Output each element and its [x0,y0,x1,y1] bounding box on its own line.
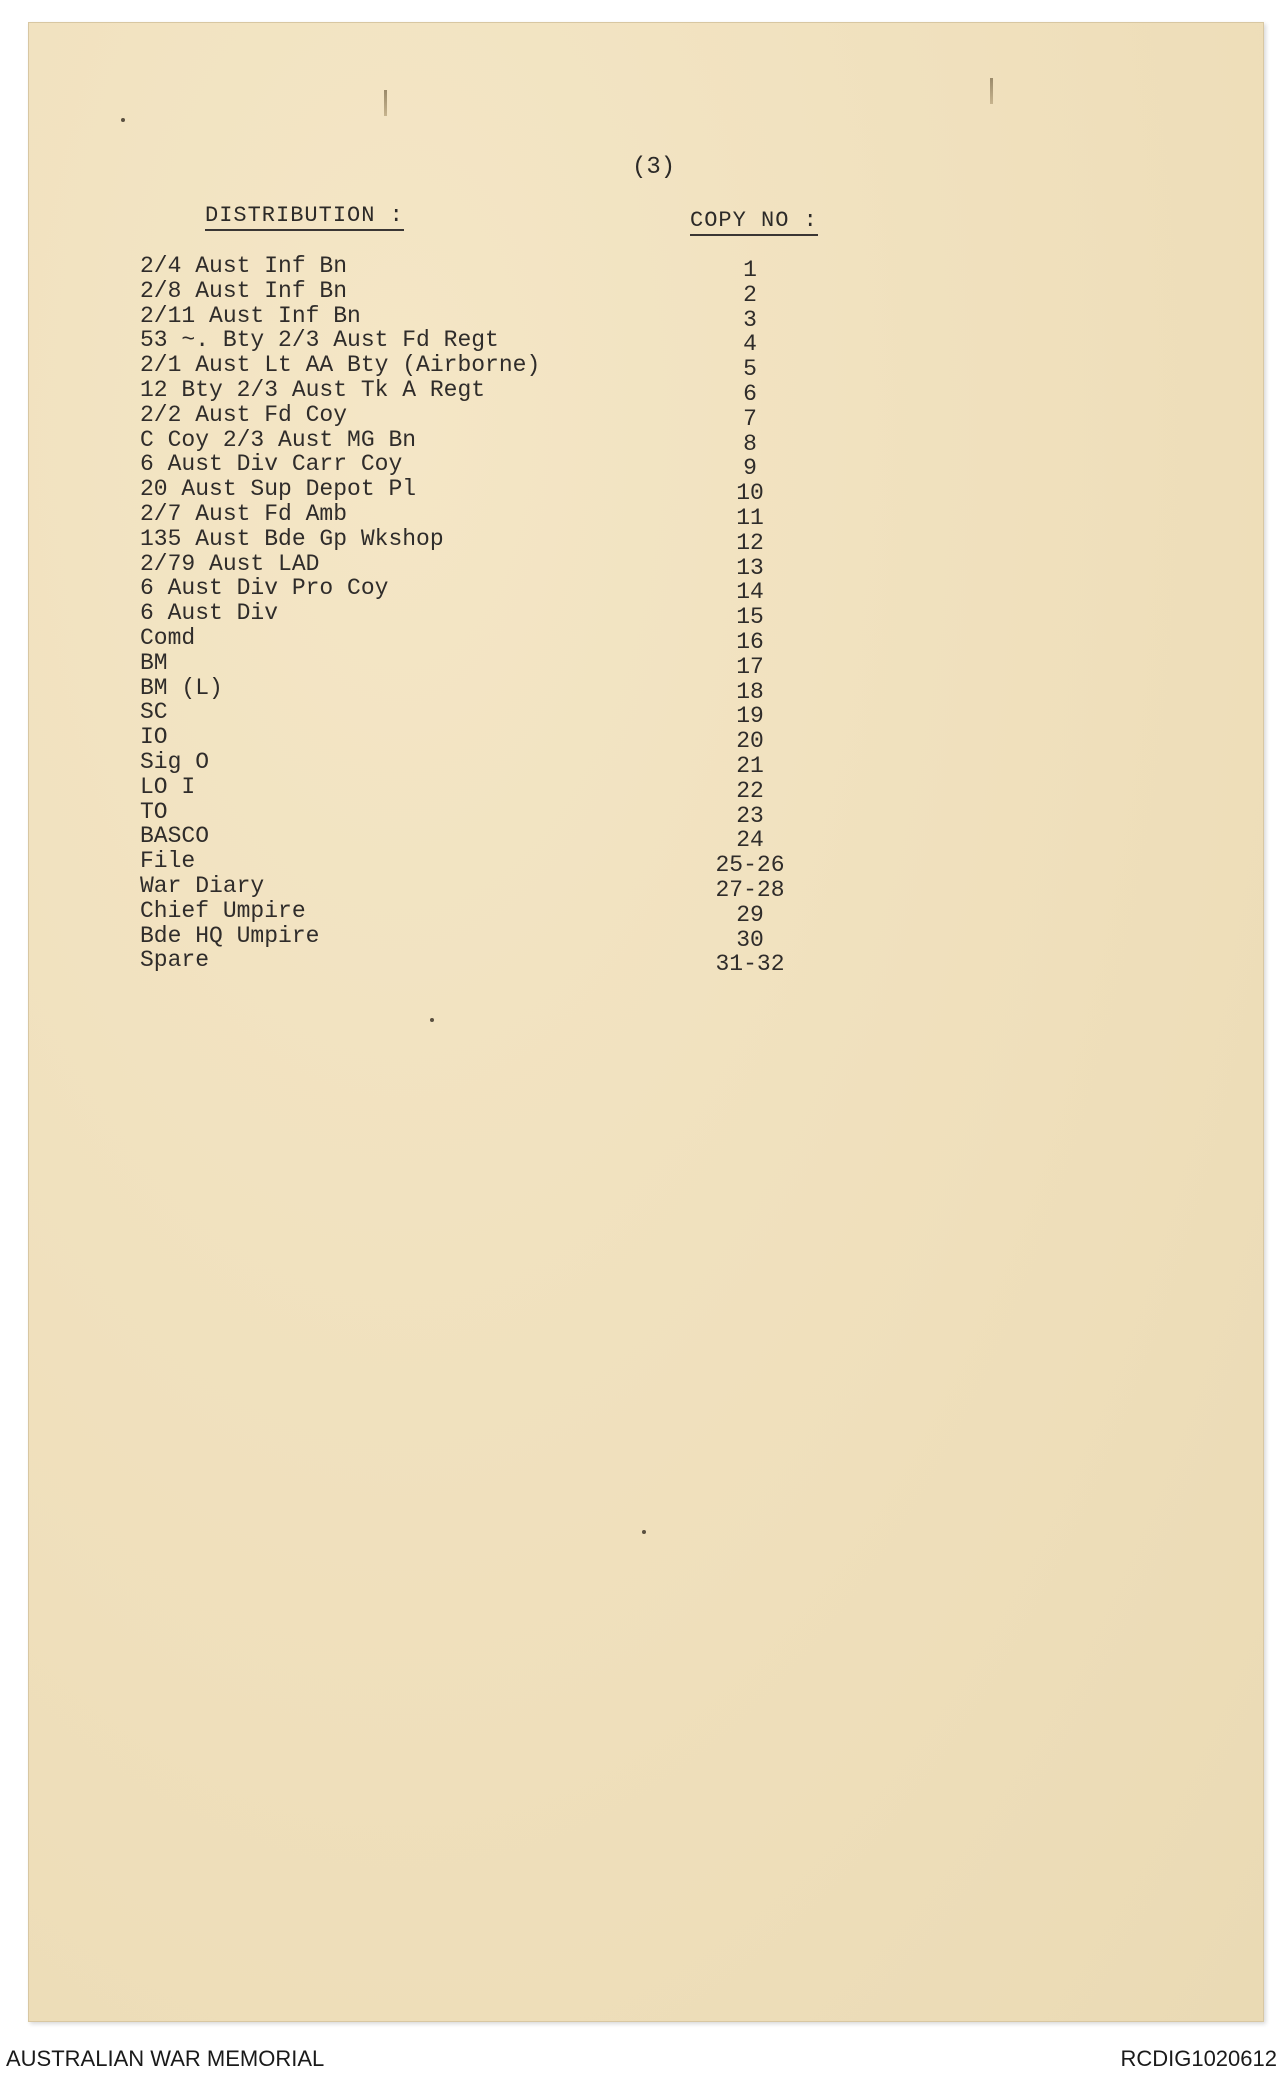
distribution-row [140,426,840,457]
distribution-unit: Bde HQ Umpire [140,922,320,949]
copy-number: 11 [736,504,764,531]
distribution-row [140,302,840,333]
copy-number: 21 [736,752,764,779]
distribution-unit: Chief Umpire [140,897,306,924]
footer-source: AUSTRALIAN WAR MEMORIAL [6,2046,325,2071]
distribution-unit: IO [140,724,168,751]
copy-number: 22 [736,777,764,804]
distribution-heading-text: DISTRIBUTION : [205,203,404,231]
copy-number: 18 [736,678,764,705]
distribution-unit: 6 Aust Div Carr Coy [140,451,403,478]
distribution-row [140,525,840,556]
paper-blemish [121,118,125,122]
distribution-unit: 2/79 Aust LAD [140,550,320,577]
distribution-row [140,922,840,953]
distribution-unit: BASCO [140,823,210,850]
distribution-row [140,699,840,730]
copy-number: 9 [743,455,757,482]
distribution-row [140,401,840,432]
distribution-row [140,376,840,407]
distribution-unit: 135 Aust Bde Gp Wkshop [140,525,444,552]
paper-blemish [430,1018,434,1022]
distribution-row [140,724,840,755]
distribution-row [140,798,840,829]
distribution-row [140,649,840,680]
distribution-unit: File [140,848,196,875]
distribution-unit: 2/2 Aust Fd Coy [140,401,348,428]
distribution-row [140,947,840,978]
distribution-unit: Spare [140,947,210,974]
distribution-row [140,872,840,903]
distribution-row [140,352,840,383]
distribution-unit: LO I [140,773,196,800]
distribution-unit: 6 Aust Div [140,600,279,627]
copy-number: 13 [736,554,764,581]
copy-number: 3 [743,306,757,333]
distribution-unit: War Diary [140,872,265,899]
copy-number: 29 [736,901,764,928]
staple-mark [384,90,387,116]
copy-number: 17 [736,653,764,680]
distribution-unit: 12 Bty 2/3 Aust Tk A Regt [140,376,486,403]
distribution-unit: 2/4 Aust Inf Bn [140,253,348,279]
copy-number: 12 [736,529,764,556]
page-number: (3) [632,154,676,181]
distribution-row [140,550,840,581]
distribution-row [140,500,840,531]
staple-mark [990,78,993,104]
copy-number: 2 [743,281,757,308]
distribution-row [140,848,840,879]
copy-number: 27-28 [715,876,785,903]
distribution-row [140,575,840,606]
copy-number: 20 [736,728,764,755]
copy-number: 1 [743,257,757,283]
distribution-row [140,277,840,308]
distribution-unit: BM (L) [140,674,223,701]
distribution-unit: Comd [140,624,196,651]
distribution-unit: BM [140,649,168,676]
copy-number: 31-32 [715,951,785,978]
distribution-row [140,451,840,482]
copy-number: 4 [743,331,757,358]
copy-number: 16 [736,628,764,655]
distribution-heading [205,203,404,228]
paper-blemish [642,1530,646,1534]
distribution-row [140,476,840,507]
copy-number: 15 [736,604,764,631]
copy-no-heading [690,208,818,233]
distribution-row [140,327,840,358]
copy-number: 10 [736,480,764,507]
distribution-unit: 2/7 Aust Fd Amb [140,500,348,527]
copy-no-heading-text: COPY NO : [690,208,818,236]
copy-number: 19 [736,703,764,730]
distribution-row [140,253,840,283]
distribution-row [140,823,840,854]
distribution-row [140,748,840,779]
distribution-unit: SC [140,699,168,726]
distribution-unit: 2/11 Aust Inf Bn [140,302,361,329]
distribution-row [140,773,840,804]
copy-number: 25-26 [715,852,785,879]
distribution-row [140,897,840,928]
distribution-unit: 2/8 Aust Inf Bn [140,277,348,304]
copy-number: 7 [743,405,757,432]
copy-number: 30 [736,926,764,953]
copy-number: 5 [743,356,757,383]
distribution-unit: TO [140,798,168,825]
distribution-unit: C Coy 2/3 Aust MG Bn [140,426,417,453]
copy-number: 14 [736,579,764,606]
copy-number: 6 [743,380,757,407]
distribution-unit: 2/1 Aust Lt AA Bty (Airborne) [140,352,541,379]
distribution-row [140,624,840,655]
distribution-unit: Sig O [140,748,210,775]
copy-number: 8 [743,430,757,457]
copy-number: 24 [736,827,764,854]
distribution-row [140,600,840,631]
copy-number: 23 [736,802,764,829]
footer-record-id: RCDIG1020612 [1120,2046,1277,2071]
distribution-list [140,253,840,978]
distribution-unit: 53 ~. Bty 2/3 Aust Fd Regt [140,327,499,354]
distribution-unit: 6 Aust Div Pro Coy [140,575,389,602]
distribution-unit: 20 Aust Sup Depot Pl [140,476,417,503]
distribution-row [140,674,840,705]
